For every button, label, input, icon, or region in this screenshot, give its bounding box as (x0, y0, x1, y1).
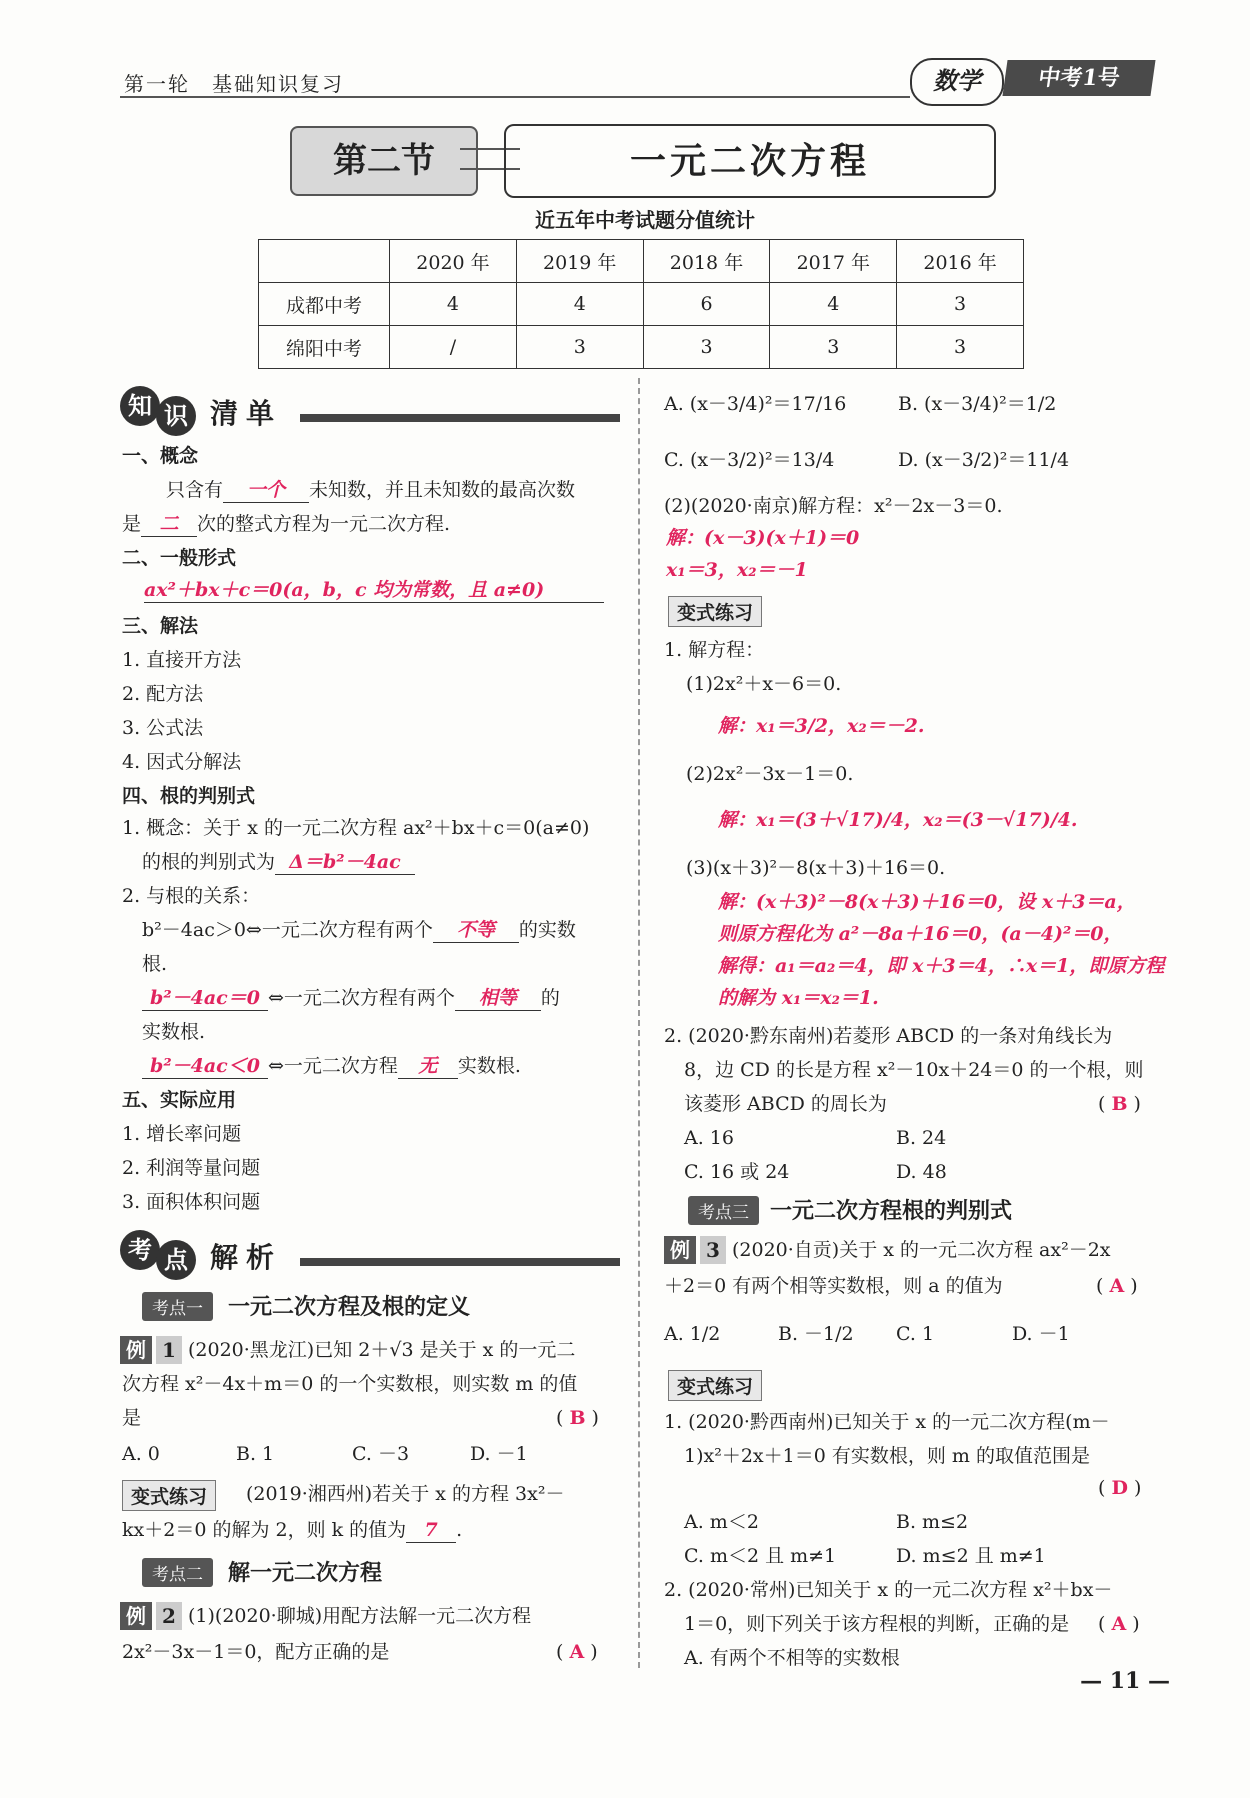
option: D. (x－3/2)²＝11/4 (898, 449, 1070, 471)
banner-text: 清单 (210, 397, 283, 430)
heading: 三、解法 (122, 615, 199, 637)
answer-paren: ( D ) (1098, 1477, 1142, 1499)
kp-label: 考点一 (142, 1292, 213, 1321)
option: B. m≤2 (896, 1511, 969, 1533)
kp-label: 考点三 (688, 1196, 759, 1225)
banner-char: 知 (120, 386, 160, 426)
table-cell: 4 (390, 283, 517, 326)
answer-paren: ( A ) (1098, 1613, 1140, 1635)
option: D. m≤2 且 m≠1 (896, 1545, 1046, 1567)
answer: b²－4ac＜0 (142, 1054, 268, 1079)
header-rule (120, 96, 910, 98)
brand-tag: 中考1号 (1002, 60, 1155, 96)
option: C. －3 (352, 1443, 410, 1465)
text: 未知数，并且未知数的最高次数 (309, 479, 576, 501)
option: D. 48 (896, 1161, 947, 1183)
text-line: 2. (2020·常州)已知关于 x 的一元二次方程 x²＋bx－ (664, 1579, 1113, 1601)
text: ⇔一元二次方程 (268, 1055, 398, 1077)
practice-label: 变式练习 (668, 596, 762, 627)
list-item: 3. 面积体积问题 (122, 1191, 261, 1213)
banner-bar (300, 414, 620, 422)
example-tag: 例 (120, 1336, 152, 1364)
option: B. 24 (896, 1127, 947, 1149)
answer: B (569, 1407, 586, 1429)
table-header: 2017 年 (770, 240, 897, 283)
answer: Δ＝b²－4ac (275, 850, 415, 875)
list-item: 2. 利润等量问题 (122, 1157, 261, 1179)
running-header: 第一轮 基础知识复习 (124, 72, 344, 96)
solution: 解：(x－3)(x＋1)＝0 (666, 527, 860, 549)
text-line: 1＝0，则下列关于该方程根的判断，正确的是 (684, 1613, 1070, 1635)
example-num: 1 (156, 1336, 182, 1364)
answer-paren: ( B ) (556, 1407, 599, 1429)
heading: 五、实际应用 (122, 1089, 237, 1111)
kp-title: 一元二次方程及根的定义 (228, 1294, 471, 1320)
text: ⇔一元二次方程有两个 (268, 987, 455, 1009)
answer: 一个 (223, 478, 309, 503)
page-number: — 11 — (1080, 1668, 1170, 1694)
option: A. 有两个不相等的实数根 (684, 1647, 900, 1669)
option: C. 1 (896, 1323, 935, 1345)
text-line (166, 478, 575, 503)
list-item: 3. 公式法 (122, 717, 204, 739)
text-line: 1. (2020·黔西南州)已知关于 x 的一元二次方程(m－ (664, 1411, 1110, 1433)
text: 的实数 (518, 919, 576, 941)
kp-label: 考点二 (142, 1558, 213, 1587)
text-line: 8，边 CD 的长是方程 x²－10x＋24＝0 的一个根，则 (684, 1059, 1144, 1081)
solution: x₁＝3，x₂＝－1 (666, 559, 808, 581)
score-table (258, 239, 1024, 369)
text-line: 根. (142, 953, 168, 975)
solution: 的解为 x₁＝x₂＝1. (718, 987, 879, 1009)
text-line: (2019·湘西州)若关于 x 的方程 3x²－ (246, 1483, 565, 1505)
table-cell: 4 (516, 283, 643, 326)
text-line: 2. (2020·黔东南州)若菱形 ABCD 的一条对角线长为 (664, 1025, 1113, 1047)
text: 的 (540, 987, 560, 1009)
text: 只含有 (166, 479, 224, 501)
option: C. m＜2 且 m≠1 (684, 1545, 837, 1567)
table-cell: 绵阳中考 (259, 326, 390, 369)
answer: B (1111, 1093, 1128, 1115)
text-line: 实数根. (142, 1021, 206, 1043)
text-line: (2)2x²－3x－1＝0. (686, 763, 854, 785)
text-line: 1. 概念：关于 x 的一元二次方程 ax²＋bx＋c＝0(a≠0) (122, 817, 590, 839)
table-cell: 3 (516, 326, 643, 369)
list-item: 1. 直接开方法 (122, 649, 242, 671)
example-tag: 例 (120, 1602, 152, 1630)
table-cell: 4 (770, 283, 897, 326)
kp-title: 解一元二次方程 (228, 1560, 383, 1586)
text-line: (1)(2020·聊城)用配方法解一元二次方程 (188, 1605, 532, 1627)
table-header: 2018 年 (643, 240, 770, 283)
answer: D (1111, 1477, 1128, 1499)
list-item: 4. 因式分解法 (122, 751, 242, 773)
heading: 一、概念 (122, 445, 199, 467)
option: B. －1/2 (778, 1323, 854, 1345)
text-line: (2020·黑龙江)已知 2＋√3 是关于 x 的一元二 (188, 1339, 576, 1361)
option: D. －1 (1012, 1323, 1070, 1345)
banner-char: 考 (120, 1230, 160, 1270)
text-line: 是 (122, 1407, 142, 1429)
example-num: 3 (700, 1236, 726, 1264)
text-line (142, 986, 560, 1011)
text-line: 1)x²＋2x＋1＝0 有实数根，则 m 的取值范围是 (684, 1445, 1090, 1467)
table-header: 2020 年 (390, 240, 517, 283)
text-line: kx＋2＝0 的解为 2，则 k 的值为 7 . (122, 1519, 463, 1541)
text: 是 (122, 513, 142, 535)
banner-char: 识 (156, 396, 196, 436)
option: A. (x－3/4)²＝17/16 (664, 393, 847, 415)
solution: 解得：a₁＝a₂＝4，即 x＋3＝4，∴x＝1，即原方程 (718, 955, 1165, 977)
text-line: (2)(2020·南京)解方程：x²－2x－3＝0. (664, 495, 1003, 517)
answer: A (569, 1641, 585, 1663)
text-line: 1. 解方程： (664, 639, 765, 661)
table-cell: / (390, 326, 517, 369)
table-cell: 3 (897, 283, 1024, 326)
option: A. 16 (684, 1127, 734, 1149)
text-line: ＋2＝0 有两个相等实数根，则 a 的值为 (664, 1275, 1003, 1297)
section-title: 一元二次方程 (504, 124, 996, 198)
table-title: 近五年中考试题分值统计 (535, 208, 755, 232)
subject-logo: 数学 (910, 58, 1004, 106)
answer-paren: ( A ) (556, 1641, 598, 1663)
table-cell: 6 (643, 283, 770, 326)
text: b²－4ac＞0⇔一元二次方程有两个 (142, 919, 433, 941)
answer: b²－4ac＝0 (142, 986, 268, 1011)
practice-label: 变式练习 (122, 1480, 216, 1511)
option: C. (x－3/2)²＝13/4 (664, 449, 835, 471)
table-header: 2016 年 (897, 240, 1024, 283)
banner-char: 点 (156, 1240, 196, 1280)
column-divider (638, 378, 640, 1668)
option: A. 0 (122, 1443, 160, 1465)
example-num: 2 (156, 1602, 182, 1630)
text-line (142, 850, 415, 875)
banner-bar (300, 1258, 620, 1266)
table-cell: 3 (770, 326, 897, 369)
kp-title: 一元二次方程根的判别式 (770, 1198, 1013, 1224)
text: 的根的判别式为 (142, 851, 276, 873)
analysis-banner (120, 1230, 620, 1274)
knowledge-banner (120, 386, 620, 430)
answer-paren: ( A ) (1096, 1275, 1138, 1297)
heading: 二、一般形式 (122, 547, 237, 569)
answer: 不等 (433, 918, 519, 943)
answer: 7 (406, 1518, 456, 1543)
option: A. 1/2 (664, 1323, 721, 1345)
table-cell: 3 (643, 326, 770, 369)
text-line (142, 1054, 521, 1079)
answer: ax²＋bx＋c＝0(a，b，c 均为常数，且 a≠0) (144, 579, 545, 601)
answer: A (1111, 1613, 1127, 1635)
text-line: 该菱形 ABCD 的周长为 (684, 1093, 887, 1115)
list-item: 2. 配方法 (122, 683, 204, 705)
text-line: 2x²－3x－1＝0，配方正确的是 (122, 1641, 390, 1663)
table-cell: 3 (897, 326, 1024, 369)
table-header: 2019 年 (516, 240, 643, 283)
table-cell: 成都中考 (259, 283, 390, 326)
text: kx＋2＝0 的解为 2，则 k 的值为 (122, 1519, 407, 1541)
option: B. (x－3/4)²＝1/2 (898, 393, 1057, 415)
answer: 相等 (455, 986, 541, 1011)
text-line: (3)(x＋3)²－8(x＋3)＋16＝0. (686, 857, 946, 879)
banner-text: 解析 (210, 1241, 283, 1274)
solution: 解：(x＋3)²－8(x＋3)＋16＝0，设 x＋3＝a， (718, 891, 1136, 913)
option: A. m＜2 (684, 1511, 759, 1533)
text-line (122, 512, 450, 537)
section-number: 第二节 (290, 126, 478, 196)
text-line (144, 578, 604, 603)
answer: 无 (398, 1054, 458, 1079)
text: 实数根. (457, 1055, 521, 1077)
practice-label: 变式练习 (668, 1370, 762, 1401)
text-line: (1)2x²＋x－6＝0. (686, 673, 842, 695)
text: 次的整式方程为一元二次方程. (197, 513, 451, 535)
text-line (142, 918, 576, 943)
solution: 则原方程化为 a²－8a＋16＝0，(a－4)²＝0， (718, 923, 1123, 945)
option: D. －1 (470, 1443, 528, 1465)
answer: A (1109, 1275, 1125, 1297)
heading: 四、根的判别式 (122, 785, 256, 807)
text-line: 次方程 x²－4x＋m＝0 的一个实数根，则实数 m 的值 (122, 1373, 578, 1395)
answer: 二 (141, 512, 197, 537)
table-header (259, 240, 390, 283)
option: C. 16 或 24 (684, 1161, 790, 1183)
option: B. 1 (236, 1443, 275, 1465)
table-row (259, 283, 1024, 326)
text-line: 2. 与根的关系： (122, 885, 261, 907)
example-tag: 例 (664, 1236, 696, 1264)
solution: 解：x₁＝3/2，x₂＝－2. (718, 715, 925, 737)
table-row (259, 326, 1024, 369)
solution: 解：x₁＝(3＋√17)/4，x₂＝(3－√17)/4. (718, 809, 1078, 831)
list-item: 1. 增长率问题 (122, 1123, 242, 1145)
table-header-row (259, 240, 1024, 283)
text-line: (2020·自贡)关于 x 的一元二次方程 ax²－2x (732, 1239, 1111, 1261)
answer-paren: ( B ) (1098, 1093, 1141, 1115)
